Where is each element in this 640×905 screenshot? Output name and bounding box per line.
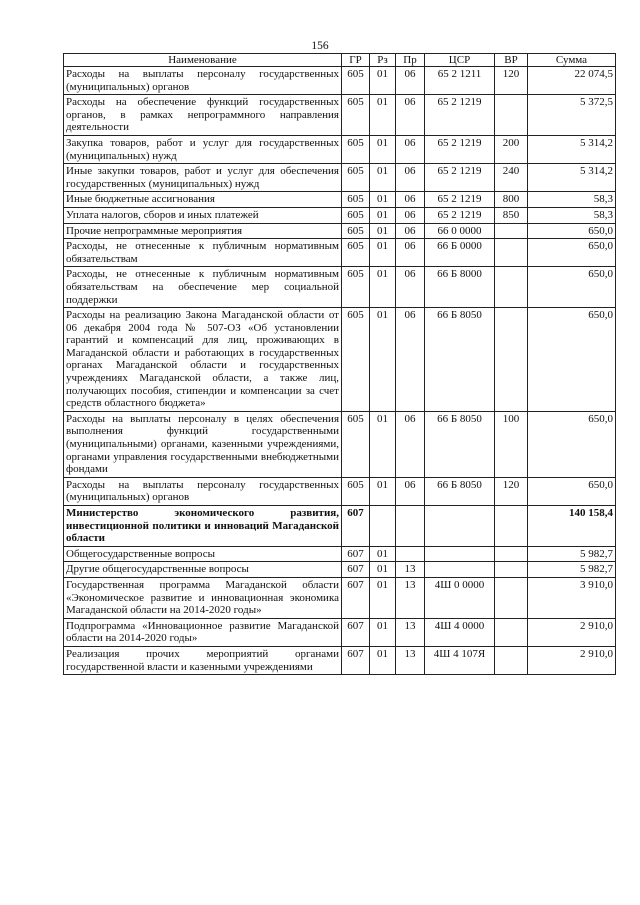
cell-rz: 01 — [370, 67, 396, 95]
cell-sum: 22 074,5 — [528, 67, 616, 95]
cell-csr: 4Ш 4 107Я — [425, 646, 495, 674]
table-row — [64, 646, 616, 674]
cell-sum: 58,3 — [528, 207, 616, 223]
cell-csr: 4Ш 4 0000 — [425, 618, 495, 646]
cell-vr: 850 — [495, 207, 528, 223]
cell-name: Уплата налогов, сборов и иных платежей — [64, 207, 342, 223]
cell-csr: 66 Б 8050 — [425, 308, 495, 412]
cell-vr — [495, 308, 528, 412]
table-row — [64, 618, 616, 646]
cell-pr: 06 — [396, 95, 425, 136]
cell-vr: 800 — [495, 192, 528, 208]
cell-pr — [396, 506, 425, 547]
cell-gr: 605 — [342, 67, 370, 95]
cell-rz: 01 — [370, 239, 396, 267]
table-row — [64, 562, 616, 578]
cell-vr — [495, 577, 528, 618]
cell-csr — [425, 562, 495, 578]
header-vr: ВР — [495, 54, 528, 67]
cell-name: Расходы на обеспечение функций государственных органов, в рамках непрограммного направления деятельности — [64, 95, 342, 136]
cell-name: Государственная программа Магаданской области «Экономическое развитие и инновационная экономика Магаданской области на 2014-2020 годы» — [64, 577, 342, 618]
table-row — [64, 135, 616, 163]
cell-gr: 607 — [342, 546, 370, 562]
cell-gr: 605 — [342, 239, 370, 267]
cell-rz: 01 — [370, 411, 396, 477]
cell-gr: 605 — [342, 135, 370, 163]
cell-vr: 240 — [495, 164, 528, 192]
cell-csr — [425, 506, 495, 547]
cell-rz: 01 — [370, 546, 396, 562]
table-row — [64, 67, 616, 95]
header-sum: Сумма — [528, 54, 616, 67]
header-rz: Рз — [370, 54, 396, 67]
cell-csr: 4Ш 0 0000 — [425, 577, 495, 618]
cell-sum: 5 314,2 — [528, 135, 616, 163]
cell-csr: 66 Б 8000 — [425, 267, 495, 308]
cell-name: Иные закупки товаров, работ и услуг для обеспечения государственных (муниципальных) нужд — [64, 164, 342, 192]
cell-sum: 650,0 — [528, 308, 616, 412]
cell-gr: 607 — [342, 618, 370, 646]
cell-csr: 66 Б 0000 — [425, 239, 495, 267]
cell-name: Иные бюджетные ассигнования — [64, 192, 342, 208]
cell-pr: 06 — [396, 223, 425, 239]
cell-gr: 605 — [342, 308, 370, 412]
cell-rz — [370, 506, 396, 547]
cell-rz: 01 — [370, 135, 396, 163]
cell-vr: 100 — [495, 411, 528, 477]
cell-gr: 605 — [342, 223, 370, 239]
cell-vr: 120 — [495, 67, 528, 95]
cell-csr — [425, 546, 495, 562]
cell-vr — [495, 239, 528, 267]
cell-vr — [495, 223, 528, 239]
cell-name: Другие общегосударственные вопросы — [64, 562, 342, 578]
header-gr: ГР — [342, 54, 370, 67]
cell-name: Расходы на реализацию Закона Магаданской области от 06 декабря 2004 года № 507-ОЗ «Об установлении гарантий и компенсаций для лиц, проживающих в Магаданской области и работающих в государственных органах Магаданской области и государственных учреждениях Магаданской области, а также лиц, получающих пособия, стипендии и компенсации за счет средств областного бюджета» — [64, 308, 342, 412]
cell-sum: 58,3 — [528, 192, 616, 208]
table-row — [64, 267, 616, 308]
cell-sum: 5 372,5 — [528, 95, 616, 136]
cell-sum: 2 910,0 — [528, 646, 616, 674]
cell-pr: 13 — [396, 577, 425, 618]
cell-gr: 605 — [342, 95, 370, 136]
cell-name: Расходы на выплаты персоналу государственных (муниципальных) органов — [64, 477, 342, 505]
table-row — [64, 207, 616, 223]
cell-sum: 650,0 — [528, 411, 616, 477]
cell-vr — [495, 506, 528, 547]
cell-sum: 650,0 — [528, 477, 616, 505]
cell-rz: 01 — [370, 95, 396, 136]
cell-csr: 66 0 0000 — [425, 223, 495, 239]
cell-rz: 01 — [370, 267, 396, 308]
cell-csr: 65 2 1211 — [425, 67, 495, 95]
budget-table — [63, 53, 616, 675]
cell-sum: 650,0 — [528, 267, 616, 308]
cell-rz: 01 — [370, 577, 396, 618]
cell-rz: 01 — [370, 192, 396, 208]
cell-gr: 605 — [342, 192, 370, 208]
cell-name: Подпрограмма «Инновационное развитие Магаданской области на 2014-2020 годы» — [64, 618, 342, 646]
cell-csr: 66 Б 8050 — [425, 477, 495, 505]
cell-name: Расходы, не отнесенные к публичным нормативным обязательствам — [64, 239, 342, 267]
cell-sum: 2 910,0 — [528, 618, 616, 646]
cell-pr: 13 — [396, 562, 425, 578]
table-row — [64, 192, 616, 208]
cell-pr: 06 — [396, 267, 425, 308]
table-row — [64, 223, 616, 239]
cell-csr: 66 Б 8050 — [425, 411, 495, 477]
cell-pr: 06 — [396, 135, 425, 163]
table-row — [64, 411, 616, 477]
cell-sum: 5 982,7 — [528, 562, 616, 578]
table-row — [64, 577, 616, 618]
cell-pr — [396, 546, 425, 562]
cell-rz: 01 — [370, 618, 396, 646]
table-row — [64, 239, 616, 267]
cell-vr — [495, 546, 528, 562]
table-row — [64, 506, 616, 547]
cell-rz: 01 — [370, 308, 396, 412]
cell-rz: 01 — [370, 207, 396, 223]
table-row — [64, 95, 616, 136]
cell-sum: 650,0 — [528, 239, 616, 267]
cell-gr: 605 — [342, 207, 370, 223]
cell-vr — [495, 618, 528, 646]
cell-pr: 06 — [396, 477, 425, 505]
header-name: Наименование — [64, 54, 342, 67]
cell-vr: 200 — [495, 135, 528, 163]
cell-rz: 01 — [370, 164, 396, 192]
cell-name: Реализация прочих мероприятий органами государственной власти и казенными учреждениями — [64, 646, 342, 674]
cell-pr: 06 — [396, 308, 425, 412]
table-header-row — [64, 54, 616, 67]
cell-name: Общегосударственные вопросы — [64, 546, 342, 562]
cell-pr: 06 — [396, 207, 425, 223]
table-row — [64, 546, 616, 562]
cell-rz: 01 — [370, 562, 396, 578]
cell-vr — [495, 267, 528, 308]
cell-csr: 65 2 1219 — [425, 164, 495, 192]
table-row — [64, 477, 616, 505]
cell-vr: 120 — [495, 477, 528, 505]
cell-gr: 605 — [342, 164, 370, 192]
cell-name: Закупка товаров, работ и услуг для государственных (муниципальных) нужд — [64, 135, 342, 163]
cell-pr: 13 — [396, 646, 425, 674]
cell-name: Прочие непрограммные мероприятия — [64, 223, 342, 239]
cell-vr — [495, 646, 528, 674]
cell-vr — [495, 562, 528, 578]
cell-pr: 13 — [396, 618, 425, 646]
cell-csr: 65 2 1219 — [425, 192, 495, 208]
cell-gr: 605 — [342, 267, 370, 308]
cell-name: Министерство экономического развития, инвестиционной политики и инноваций Магаданской области — [64, 506, 342, 547]
header-csr: ЦСР — [425, 54, 495, 67]
cell-gr: 607 — [342, 577, 370, 618]
cell-pr: 06 — [396, 411, 425, 477]
table-row — [64, 308, 616, 412]
cell-rz: 01 — [370, 477, 396, 505]
cell-pr: 06 — [396, 239, 425, 267]
cell-sum: 5 982,7 — [528, 546, 616, 562]
cell-gr: 605 — [342, 411, 370, 477]
cell-sum: 140 158,4 — [528, 506, 616, 547]
cell-vr — [495, 95, 528, 136]
cell-name: Расходы на выплаты персоналу в целях обеспечения выполнения функций государственными (муниципальными) органами, казенными учреждениями, органами управления государственными внебюджетными фондами — [64, 411, 342, 477]
cell-gr: 607 — [342, 562, 370, 578]
cell-gr: 607 — [342, 506, 370, 547]
cell-gr: 607 — [342, 646, 370, 674]
cell-csr: 65 2 1219 — [425, 207, 495, 223]
cell-rz: 01 — [370, 223, 396, 239]
cell-rz: 01 — [370, 646, 396, 674]
cell-sum: 5 314,2 — [528, 164, 616, 192]
cell-name: Расходы на выплаты персоналу государственных (муниципальных) органов — [64, 67, 342, 95]
cell-pr: 06 — [396, 192, 425, 208]
cell-pr: 06 — [396, 67, 425, 95]
cell-pr: 06 — [396, 164, 425, 192]
cell-gr: 605 — [342, 477, 370, 505]
cell-name: Расходы, не отнесенные к публичным нормативным обязательствам на обеспечение мер социальной поддержки — [64, 267, 342, 308]
cell-sum: 3 910,0 — [528, 577, 616, 618]
header-pr: Пр — [396, 54, 425, 67]
cell-sum: 650,0 — [528, 223, 616, 239]
page-number: 156 — [311, 40, 329, 52]
cell-csr: 65 2 1219 — [425, 95, 495, 136]
cell-csr: 65 2 1219 — [425, 135, 495, 163]
table-row — [64, 164, 616, 192]
